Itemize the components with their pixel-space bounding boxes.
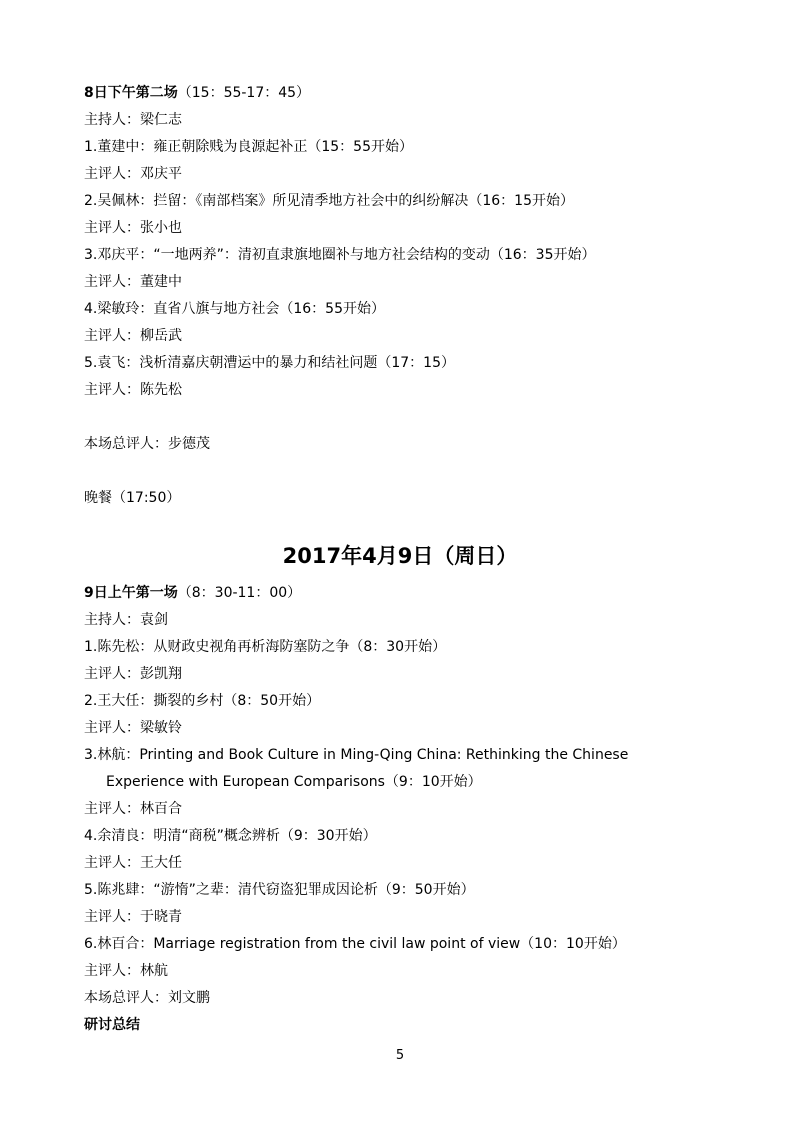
session-host: 主持人：梁仁志: [84, 112, 182, 128]
session-heading: [84, 80, 724, 107]
talk-reviewer: 主评人：董建中: [84, 274, 182, 290]
talk-reviewer: 主评人：于晓青: [84, 909, 182, 925]
talk-title: 2.王大任：撕裂的乡村（8：50开始）: [84, 693, 321, 709]
talk-reviewer: 主评人：张小也: [84, 220, 182, 236]
talk-title: 5.袁飞：浅析清嘉庆朝漕运中的暴力和结社问题（17：15）: [84, 355, 455, 371]
talk-reviewer: 主评人：柳岳武: [84, 328, 182, 344]
talk-title: 1.陈先松：从财政史视角再析海防塞防之争（8：30开始）: [84, 639, 447, 655]
talk-title: 6.林百合：Marriage registration from the civil law point of view（10：10开始）: [84, 936, 626, 952]
overall-reviewer: 本场总评人：步德茂: [84, 436, 210, 452]
talk-reviewer: 主评人：王大任: [84, 855, 182, 871]
talk-title: 1.董建中：雍正朝除贱为良源起补正（15：55开始）: [84, 139, 413, 155]
talk-title: 2.吴佩林：拦留：《南部档案》所见清季地方社会中的纠纷解决（16：15开始）: [84, 193, 574, 209]
overall-reviewer: 本场总评人：刘文鹏: [84, 990, 210, 1006]
talk-title: 3.邓庆平：“一地两养”：清初直隶旗地圈补与地方社会结构的变动（16：35开始）: [84, 247, 596, 263]
session-time: （8：30-11：00）: [177, 585, 302, 601]
session-title: 9日上午第一场: [84, 585, 178, 601]
talk-title: 5.陈兆肆：“游惰”之辈：清代窃盗犯罪成因论析（9：50开始）: [84, 882, 475, 898]
talk-reviewer: 主评人：陈先松: [84, 382, 182, 398]
talk-reviewer: 主评人：梁敏铃: [84, 720, 182, 736]
spacer: [84, 458, 724, 485]
closing-heading: 研讨总结: [84, 1017, 140, 1033]
talk-reviewer: 主评人：邓庆平: [84, 166, 182, 182]
talk-title: 3.林航：Printing and Book Culture in Ming-Qing China: Rethinking the Chinese: [84, 747, 629, 763]
page-number: 5: [395, 1048, 405, 1063]
dinner-note: 晚餐（17:50）: [84, 490, 181, 506]
session-heading: [84, 580, 724, 607]
talk-title: 4.余清良：明清“商税”概念辨析（9：30开始）: [84, 828, 377, 844]
talk-title: 4.梁敏玲：直省八旗与地方社会（16：55开始）: [84, 301, 385, 317]
talk-reviewer: 主评人：林航: [84, 963, 168, 979]
spacer: [84, 404, 724, 431]
date-heading: 2017年4月9日（周日）: [282, 544, 518, 568]
talk-title-continued: Experience with European Comparisons（9：10开始）: [106, 774, 482, 790]
session-host: 主持人：袁剑: [84, 612, 168, 628]
document-page: [84, 80, 724, 1039]
session-title: 8日下午第二场: [84, 85, 178, 101]
session-time: （15：55-17：45）: [177, 85, 311, 101]
talk-reviewer: 主评人：林百合: [84, 801, 182, 817]
talk-reviewer: 主评人：彭凯翔: [84, 666, 182, 682]
